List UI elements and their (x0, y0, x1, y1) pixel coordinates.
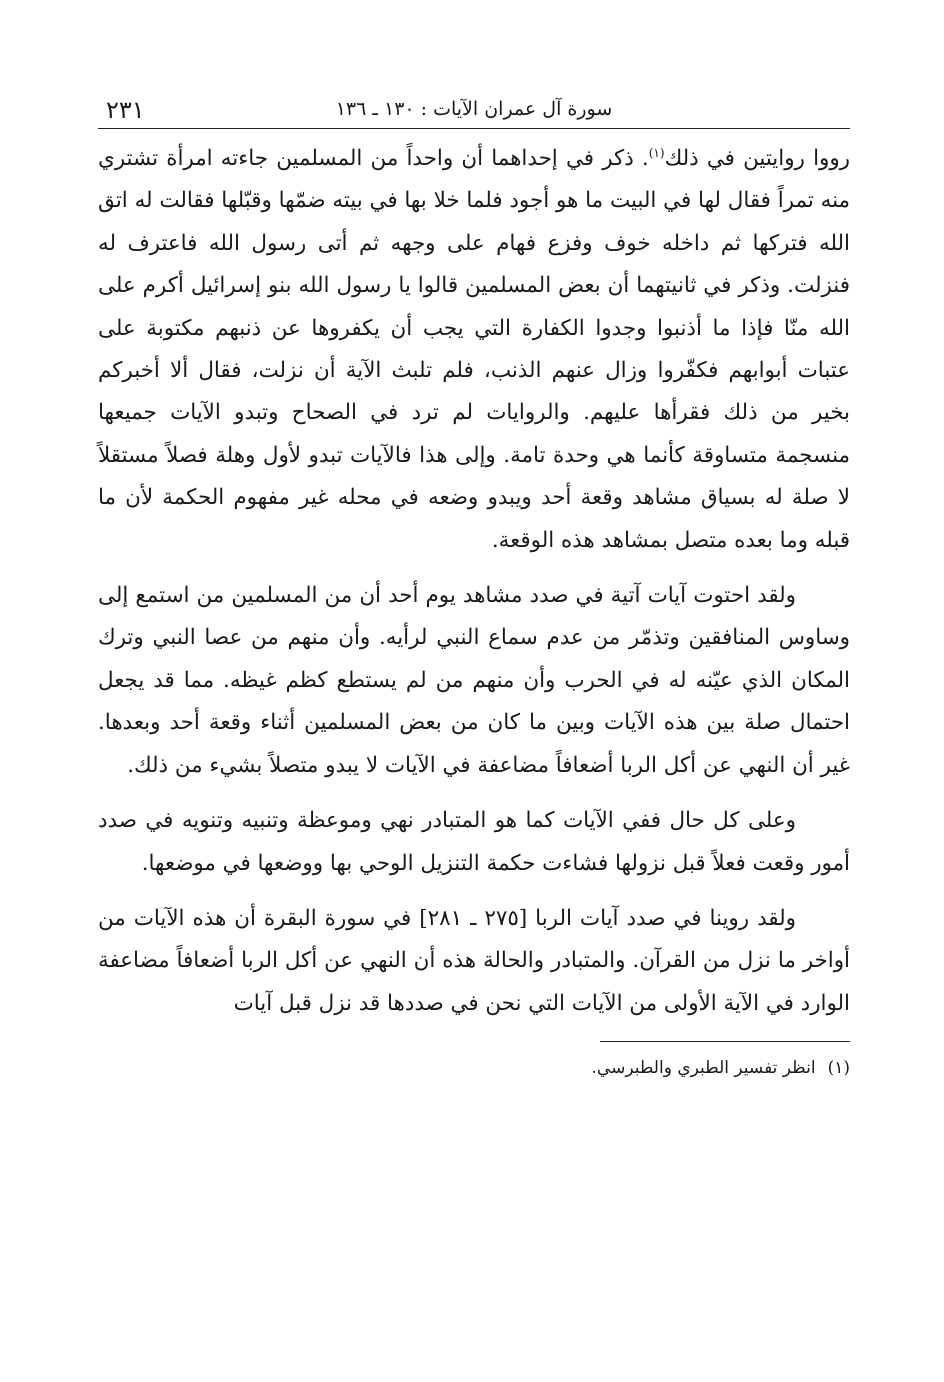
footnote-number: (١) (827, 1058, 850, 1079)
paragraph-2: ولقد احتوت آيات آتية في صدد مشاهد يوم أحد أن من المسلمين من استمع إلى وساوس المنافقين وتذمّر من عدم سماع النبي لرأيه. وأن منهم من عصا النبي وترك المكان الذي عيّنه له في الحرب وأن منهم من لم يستطع كظم غيظه. مما قد يجعل احتمال صلة بين هذه الآيات وبين ما كان من بعض المسلمين أثناء وقعة أحد وبعدها. غير أن النهي عن أكل الربا أضعافاً مضاعفة في الآيات لا يبدو متصلاً بشيء من ذلك. (98, 583, 850, 778)
page-header (98, 88, 850, 129)
footnote-text: انظر تفسير الطبري والطبرسي. (591, 1058, 816, 1079)
footnote (98, 1056, 850, 1080)
paragraph-1 (98, 138, 850, 562)
paragraph-4: ولقد روينا في صدد آيات الربا [٢٧٥ ـ ٢٨١] في سورة البقرة أن هذه الآيات من أواخر ما نزل من القرآن. والمتبادر والحالة هذه أن النهي عن أكل الربا أضعافاً مضاعفة الوارد في الآية الأولى من الآيات التي نحن في صددها قد نزل قبل آيات (98, 905, 850, 1016)
page-number: ٢٣١ (106, 96, 145, 124)
main-text (98, 138, 850, 1025)
book-page (98, 88, 850, 1358)
paragraph-1-start: رووا روايتين في ذلك (664, 146, 850, 171)
paragraph-1-rest: . ذكر في إحداهما أن واحداً من المسلمين جاءته امرأة تشتري منه تمراً فقال لها في البيت ما هو أجود فلما خلا بها في بيته ضمّها وقبّلها فقالت له اتق الله فتركها ثم داخله خوف وفزع فهام على وجهه ثم أتى رسول الله فاعترف له فنزلت. وذكر في ثانيتهما أن بعض المسلمين قالوا يا رسول الله بنو إسرائيل أكرم على الله منّا فإذا ما أذنبوا وجدوا الكفارة التي يجب أن يكفروها عن ذنبهم مكتوبة على عتبات أبوابهم فكفّروا وزال عنهم الذنب، فلم تلبث الآية أن نزلت، فقال ألا أخبركم بخير من ذلك فقرأها عليهم. والروايات لم ترد في الصحاح وتبدو الآيات جميعها منسجمة متساوقة كأنما هي وحدة تامة. وإلى هذا فالآيات تبدو لأول وهلة فصلاً مستقلاً لا صلة له بسياق مشاهد وقعة أحد ويبدو وضعه في محله غير مفهوم الحكمة لأن ما قبله وما بعده متصل بمشاهد هذه الوقعة. (98, 146, 850, 553)
footnote-reference[interactable]: (١) (648, 145, 665, 160)
footnote-divider (600, 1041, 850, 1042)
paragraph-3: وعلى كل حال ففي الآيات كما هو المتبادر نهي وموعظة وتنبيه وتنويه في صدد أمور وقعت فعلاً قبل نزولها فشاءت حكمة التنزيل الوحي بها ووضعها في موضعها. (98, 808, 850, 876)
running-title: سورة آل عمران الآيات : ١٣٠ ـ ١٣٦ (335, 98, 613, 120)
